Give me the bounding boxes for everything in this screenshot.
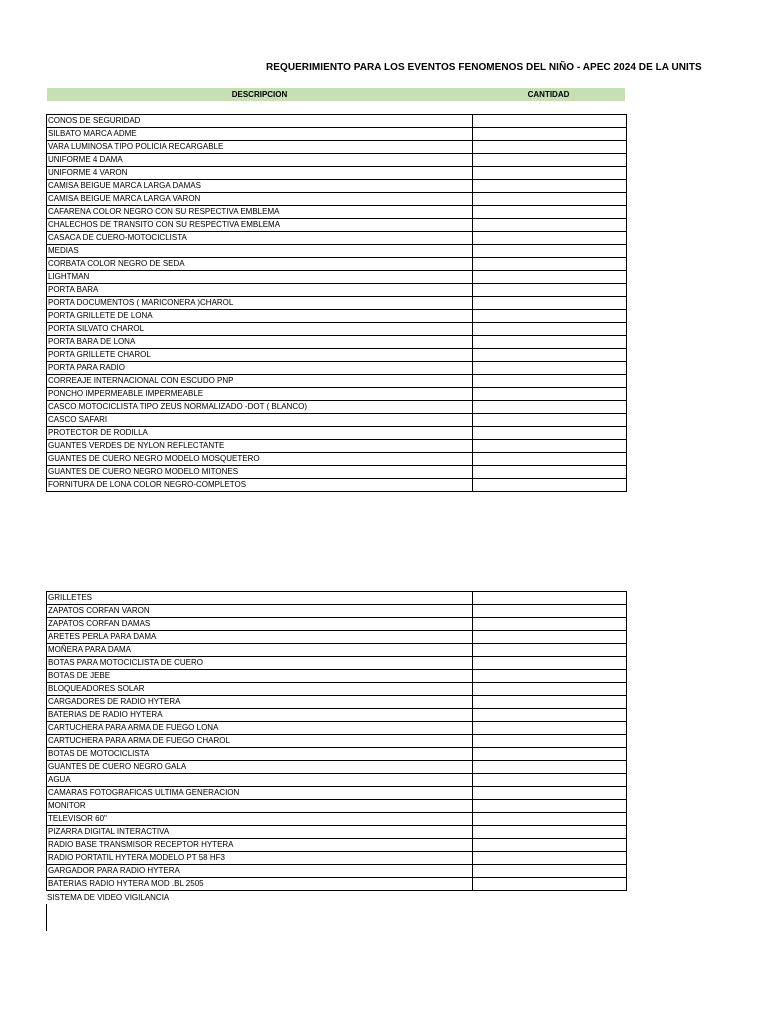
table-header xyxy=(47,88,625,101)
description-cell[interactable]: CAMARAS FOTOGRAFICAS ULTIMA GENERACION xyxy=(47,787,473,800)
description-cell[interactable]: PORTA DOCUMENTOS ( MARICONERA )CHAROL xyxy=(47,297,473,310)
requirements-table-2 xyxy=(46,591,627,891)
description-cell[interactable]: RADIO BASE TRANSMISOR RECEPTOR HYTERA xyxy=(47,839,473,852)
quantity-cell[interactable] xyxy=(473,310,627,323)
description-cell[interactable]: GARGADOR PARA RADIO HYTERA xyxy=(47,865,473,878)
description-cell[interactable]: PORTA BARA xyxy=(47,284,473,297)
table-row xyxy=(47,631,627,644)
table-row xyxy=(47,696,627,709)
table-row xyxy=(47,310,627,323)
description-cell[interactable]: VARA LUMINOSA TIPO POLICIA RECARGABLE xyxy=(47,141,473,154)
quantity-cell[interactable] xyxy=(473,167,627,180)
quantity-cell[interactable] xyxy=(473,787,627,800)
quantity-cell[interactable] xyxy=(473,401,627,414)
table-row xyxy=(47,401,627,414)
description-cell[interactable]: PORTA GRILLETE CHAROL xyxy=(47,349,473,362)
column-header-description: DESCRIPCION xyxy=(231,90,288,99)
table-row xyxy=(47,297,627,310)
quantity-cell[interactable] xyxy=(473,466,627,479)
table-row xyxy=(47,826,627,839)
table-row xyxy=(47,748,627,761)
quantity-cell[interactable] xyxy=(473,206,627,219)
table-row xyxy=(47,323,627,336)
table-row xyxy=(47,141,627,154)
quantity-cell[interactable] xyxy=(473,141,627,154)
table-row xyxy=(47,349,627,362)
description-cell[interactable]: PORTA PARA RADIO xyxy=(47,362,473,375)
quantity-cell[interactable] xyxy=(473,323,627,336)
description-cell[interactable]: ZAPATOS CORFAN VARON xyxy=(47,605,473,618)
quantity-cell[interactable] xyxy=(473,414,627,427)
table-row xyxy=(47,657,627,670)
quantity-cell[interactable] xyxy=(473,761,627,774)
description-cell[interactable]: TELEVISOR 60" xyxy=(47,813,473,826)
page-title: REQUERIMIENTO PARA LOS EVENTOS FENOMENOS DEL NIÑO - APEC 2024 DE LA UNITS xyxy=(266,62,702,73)
quantity-cell[interactable] xyxy=(473,388,627,401)
quantity-cell[interactable] xyxy=(473,826,627,839)
quantity-cell[interactable] xyxy=(473,271,627,284)
quantity-cell[interactable] xyxy=(473,180,627,193)
table-row xyxy=(47,271,627,284)
description-cell[interactable]: CASCO SAFARI xyxy=(47,414,473,427)
quantity-cell[interactable] xyxy=(473,336,627,349)
table-row xyxy=(47,388,627,401)
table-row xyxy=(47,180,627,193)
description-cell[interactable]: GUANTES VERDES DE NYLON REFLECTANTE xyxy=(47,440,473,453)
quantity-cell[interactable] xyxy=(473,154,627,167)
table-row xyxy=(47,813,627,826)
quantity-cell[interactable] xyxy=(473,748,627,761)
description-cell[interactable]: AGUA xyxy=(47,774,473,787)
description-cell[interactable]: CAMISA BEIGUE MARCA LARGA DAMAS xyxy=(47,180,473,193)
table-row xyxy=(47,592,627,605)
quantity-cell[interactable] xyxy=(473,683,627,696)
column-header-quantity: CANTIDAD xyxy=(527,90,570,99)
quantity-cell[interactable] xyxy=(473,245,627,258)
description-cell[interactable]: BOTAS DE MOTOCICLISTA xyxy=(47,748,473,761)
table-row xyxy=(47,839,627,852)
table-row xyxy=(47,800,627,813)
description-cell[interactable]: BOTAS PARA MOTOCICLISTA DE CUERO xyxy=(47,657,473,670)
description-cell[interactable]: ARETES PERLA PARA DAMA xyxy=(47,631,473,644)
quantity-cell[interactable] xyxy=(473,232,627,245)
quantity-cell[interactable] xyxy=(473,453,627,466)
description-cell[interactable]: RADIO PORTATIL HYTERA MODELO PT 58 HF3 xyxy=(47,852,473,865)
description-cell[interactable]: CASACA DE CUERO-MOTOCICLISTA xyxy=(47,232,473,245)
quantity-cell[interactable] xyxy=(473,284,627,297)
quantity-cell[interactable] xyxy=(473,709,627,722)
quantity-cell[interactable] xyxy=(473,696,627,709)
table-row xyxy=(47,219,627,232)
quantity-cell[interactable] xyxy=(473,852,627,865)
description-cell[interactable]: PIZARRA DIGITAL INTERACTIVA xyxy=(47,826,473,839)
quantity-cell[interactable] xyxy=(473,657,627,670)
quantity-cell[interactable] xyxy=(473,800,627,813)
table-row xyxy=(47,167,627,180)
quantity-cell[interactable] xyxy=(473,735,627,748)
quantity-cell[interactable] xyxy=(473,128,627,141)
description-cell[interactable]: CASCO MOTOCICLISTA TIPO ZEUS NORMALIZADO -DOT ( BLANCO) xyxy=(47,401,473,414)
description-cell[interactable]: MONITOR xyxy=(47,800,473,813)
description-cell[interactable]: SILBATO MARCA ADME xyxy=(47,128,473,141)
quantity-cell[interactable] xyxy=(473,813,627,826)
table-row xyxy=(47,258,627,271)
description-cell[interactable]: UNIFORME 4 VARON xyxy=(47,167,473,180)
description-cell[interactable]: ZAPATOS CORFAN DAMAS xyxy=(47,618,473,631)
description-cell[interactable]: PORTA BARA DE LONA xyxy=(47,336,473,349)
description-cell[interactable]: CAMISA BEIGUE MARCA LARGA VARON xyxy=(47,193,473,206)
table-row xyxy=(47,453,627,466)
table-row xyxy=(47,154,627,167)
description-cell[interactable]: CORREAJE INTERNACIONAL CON ESCUDO PNP xyxy=(47,375,473,388)
description-cell[interactable]: FORNITURA DE LONA COLOR NEGRO-COMPLETOS xyxy=(47,479,473,492)
table-row xyxy=(47,479,627,492)
quantity-cell[interactable] xyxy=(473,479,627,492)
description-cell[interactable]: CARGADORES DE RADIO HYTERA xyxy=(47,696,473,709)
table-row xyxy=(47,618,627,631)
quantity-cell[interactable] xyxy=(473,297,627,310)
table-row xyxy=(47,128,627,141)
description-cell[interactable]: LIGHTMAN xyxy=(47,271,473,284)
description-cell[interactable]: BATERIAS DE RADIO HYTERA xyxy=(47,709,473,722)
description-cell[interactable]: GUANTES DE CUERO NEGRO MODELO MOSQUETERO xyxy=(47,453,473,466)
quantity-cell[interactable] xyxy=(473,375,627,388)
table-row xyxy=(47,206,627,219)
description-cell[interactable]: PORTA SILVATO CHAROL xyxy=(47,323,473,336)
quantity-cell[interactable] xyxy=(473,774,627,787)
table-row xyxy=(47,245,627,258)
table-row xyxy=(47,774,627,787)
quantity-cell[interactable] xyxy=(473,722,627,735)
description-cell[interactable]: CAFARENA COLOR NEGRO CON SU RESPECTIVA EMBLEMA xyxy=(47,206,473,219)
description-cell[interactable]: CARTUCHERA PARA ARMA DE FUEGO LONA xyxy=(47,722,473,735)
table-row xyxy=(47,414,627,427)
description-cell[interactable]: GUANTES DE CUERO NEGRO MODELO MITONES xyxy=(47,466,473,479)
description-cell[interactable]: CORBATA COLOR NEGRO DE SEDA xyxy=(47,258,473,271)
description-cell[interactable]: GUANTES DE CUERO NEGRO GALA xyxy=(47,761,473,774)
quantity-cell[interactable] xyxy=(473,258,627,271)
description-cell[interactable]: MEDIAS xyxy=(47,245,473,258)
quantity-cell[interactable] xyxy=(473,670,627,683)
description-cell[interactable]: BOTAS DE JEBE xyxy=(47,670,473,683)
table-row xyxy=(47,427,627,440)
table-row xyxy=(47,232,627,245)
requirements-table-1 xyxy=(46,114,627,492)
quantity-cell[interactable] xyxy=(473,644,627,657)
table-row xyxy=(47,336,627,349)
quantity-cell[interactable] xyxy=(473,219,627,232)
table-row xyxy=(47,735,627,748)
quantity-cell[interactable] xyxy=(473,618,627,631)
description-cell[interactable]: CARTUCHERA PARA ARMA DE FUEGO CHAROL xyxy=(47,735,473,748)
table-row xyxy=(47,852,627,865)
table-row xyxy=(47,362,627,375)
table-row xyxy=(47,709,627,722)
quantity-cell[interactable] xyxy=(473,631,627,644)
description-cell[interactable]: GRILLETES xyxy=(47,592,473,605)
table-row xyxy=(47,644,627,657)
table-row xyxy=(47,284,627,297)
table-row xyxy=(47,193,627,206)
table-row xyxy=(47,878,627,891)
description-cell[interactable]: BLOQUEADORES SOLAR xyxy=(47,683,473,696)
quantity-cell[interactable] xyxy=(473,427,627,440)
description-cell[interactable]: PORTA GRILLETE DE LONA xyxy=(47,310,473,323)
table-row xyxy=(47,375,627,388)
quantity-cell[interactable] xyxy=(473,839,627,852)
table-row xyxy=(47,683,627,696)
table-row xyxy=(47,440,627,453)
description-cell[interactable]: CONOS DE SEGURIDAD xyxy=(47,115,473,128)
quantity-cell[interactable] xyxy=(473,592,627,605)
table-border-line xyxy=(46,904,47,931)
quantity-cell[interactable] xyxy=(473,865,627,878)
table-row xyxy=(47,115,627,128)
table-row xyxy=(47,722,627,735)
last-item-row: SISTEMA DE VIDEO VIGILANCIA xyxy=(47,893,170,902)
table-row xyxy=(47,865,627,878)
quantity-cell[interactable] xyxy=(473,362,627,375)
description-cell[interactable]: CHALECHOS DE TRANSITO CON SU RESPECTIVA EMBLEMA xyxy=(47,219,473,232)
description-cell[interactable]: BATERIAS RADIO HYTERA MOD .BL 2505 xyxy=(47,878,473,891)
quantity-cell[interactable] xyxy=(473,115,627,128)
table-row xyxy=(47,670,627,683)
description-cell[interactable]: PROTECTOR DE RODILLA xyxy=(47,427,473,440)
description-cell[interactable]: PONCHO IMPERMEABLE IMPERMEABLE xyxy=(47,388,473,401)
quantity-cell[interactable] xyxy=(473,878,627,891)
quantity-cell[interactable] xyxy=(473,349,627,362)
quantity-cell[interactable] xyxy=(473,605,627,618)
description-cell[interactable]: UNIFORME 4 DAMA xyxy=(47,154,473,167)
table-row xyxy=(47,605,627,618)
table-row xyxy=(47,787,627,800)
description-cell[interactable]: MOÑERA PARA DAMA xyxy=(47,644,473,657)
quantity-cell[interactable] xyxy=(473,193,627,206)
table-row xyxy=(47,761,627,774)
table-row xyxy=(47,466,627,479)
quantity-cell[interactable] xyxy=(473,440,627,453)
